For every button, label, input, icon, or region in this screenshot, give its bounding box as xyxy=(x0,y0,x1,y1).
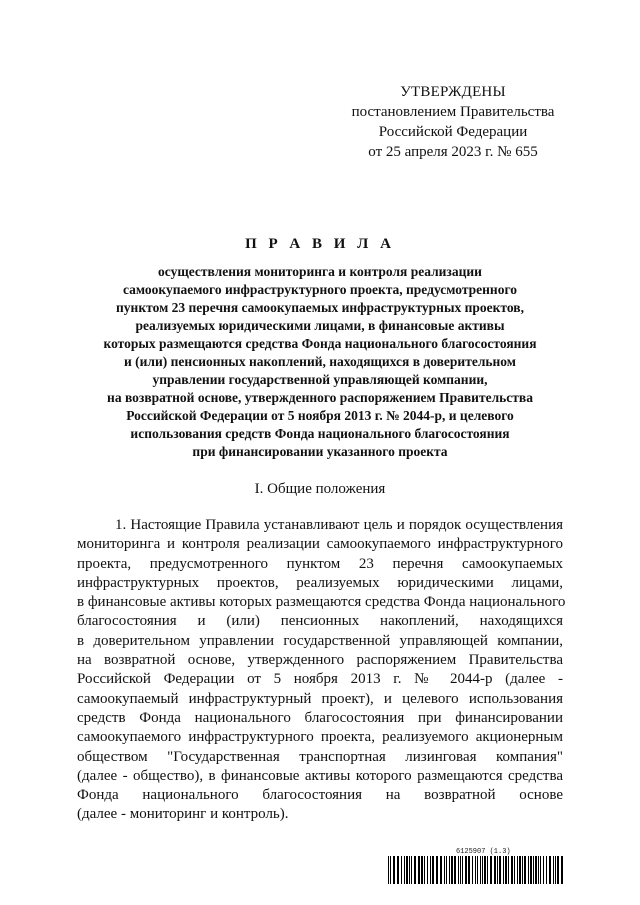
paragraph-line: (далее - общество), в финансовые активы которого размещаются средства xyxy=(77,767,563,784)
document-title: П Р А В И Л А xyxy=(245,236,395,252)
section-heading: I. Общие положения xyxy=(254,481,386,497)
subtitle-line: на возвратной основе, утвержденного распоряжением Правительства xyxy=(107,390,533,405)
paragraph-line: на возвратной основе, утвержденного распоряжением Правительства xyxy=(77,652,563,669)
barcode-number: 6125907 (1.3) xyxy=(456,848,511,856)
approval-heading: УТВЕРЖДЕНЫ xyxy=(400,84,506,100)
barcode-block xyxy=(388,848,564,884)
subtitle-line: и (или) пенсионных накоплений, находящихся в доверительном xyxy=(124,354,516,369)
paragraph-line: мониторинга и контроля реализации самоокупаемого инфраструктурного xyxy=(77,536,563,553)
subtitle-line: Российской Федерации от 5 ноября 2013 г. № 2044-р, и целевого xyxy=(126,408,514,423)
paragraph-line: обществом "Государственная транспортная лизинговая компания" xyxy=(77,748,563,765)
subtitle-line: самоокупаемого инфраструктурного проекта, предусмотренного xyxy=(122,282,518,297)
subtitle-line: использования средств Фонда национального благосостояния xyxy=(130,426,510,441)
paragraph-line: в доверительном управлении государственной управляющей компании, xyxy=(77,632,563,649)
barcode-icon xyxy=(388,856,564,884)
paragraph-line: проекта, предусмотренного пунктом 23 перечня самоокупаемых xyxy=(77,555,563,572)
paragraph-line: инфраструктурных проектов, реализуемых юридическими лицами, xyxy=(77,574,563,591)
paragraph-line: благосостояния и (или) пенсионных накоплений, находящихся xyxy=(77,613,563,630)
paragraph-line: 1. Настоящие Правила устанавливают цель и порядок осуществления xyxy=(115,517,563,533)
paragraph-1 xyxy=(77,516,566,825)
paragraph-line: в финансовые активы которых размещаются средства Фонда национального xyxy=(77,594,566,611)
approval-line-2: Российской Федерации xyxy=(378,124,528,140)
paragraph-line: (далее - мониторинг и контроль). xyxy=(77,806,289,823)
paragraph-line: самоокупаемого инфраструктурного проекта, реализуемого акционерным xyxy=(77,729,563,746)
subtitle-line: пунктом 23 перечня самоокупаемых инфраструктурных проектов, xyxy=(116,300,524,315)
paragraph-line: Фонда национального благосостояния на возвратной основе xyxy=(77,787,563,804)
subtitle-line: осуществления мониторинга и контроля реализации xyxy=(158,264,482,279)
subtitle-line: при финансировании указанного проекта xyxy=(192,444,448,459)
paragraph-line: Российской Федерации от 5 ноября 2013 г. № 2044-р (далее - xyxy=(77,671,563,688)
subtitle-line: управлении государственной управляющей компании, xyxy=(152,372,488,387)
approval-block xyxy=(340,82,566,162)
document-subtitle xyxy=(66,263,574,461)
approval-line-1: постановлением Правительства xyxy=(351,104,555,120)
paragraph-line: средств Фонда национального благосостояния при финансировании xyxy=(77,709,563,726)
paragraph-line: самоокупаемый инфраструктурный проект), и целевого использования xyxy=(77,690,563,707)
subtitle-line: реализуемых юридическими лицами, в финансовые активы xyxy=(135,318,505,333)
approval-line-3: от 25 апреля 2023 г. № 655 xyxy=(368,144,538,160)
subtitle-line: которых размещаются средства Фонда национального благосостояния xyxy=(103,336,537,351)
